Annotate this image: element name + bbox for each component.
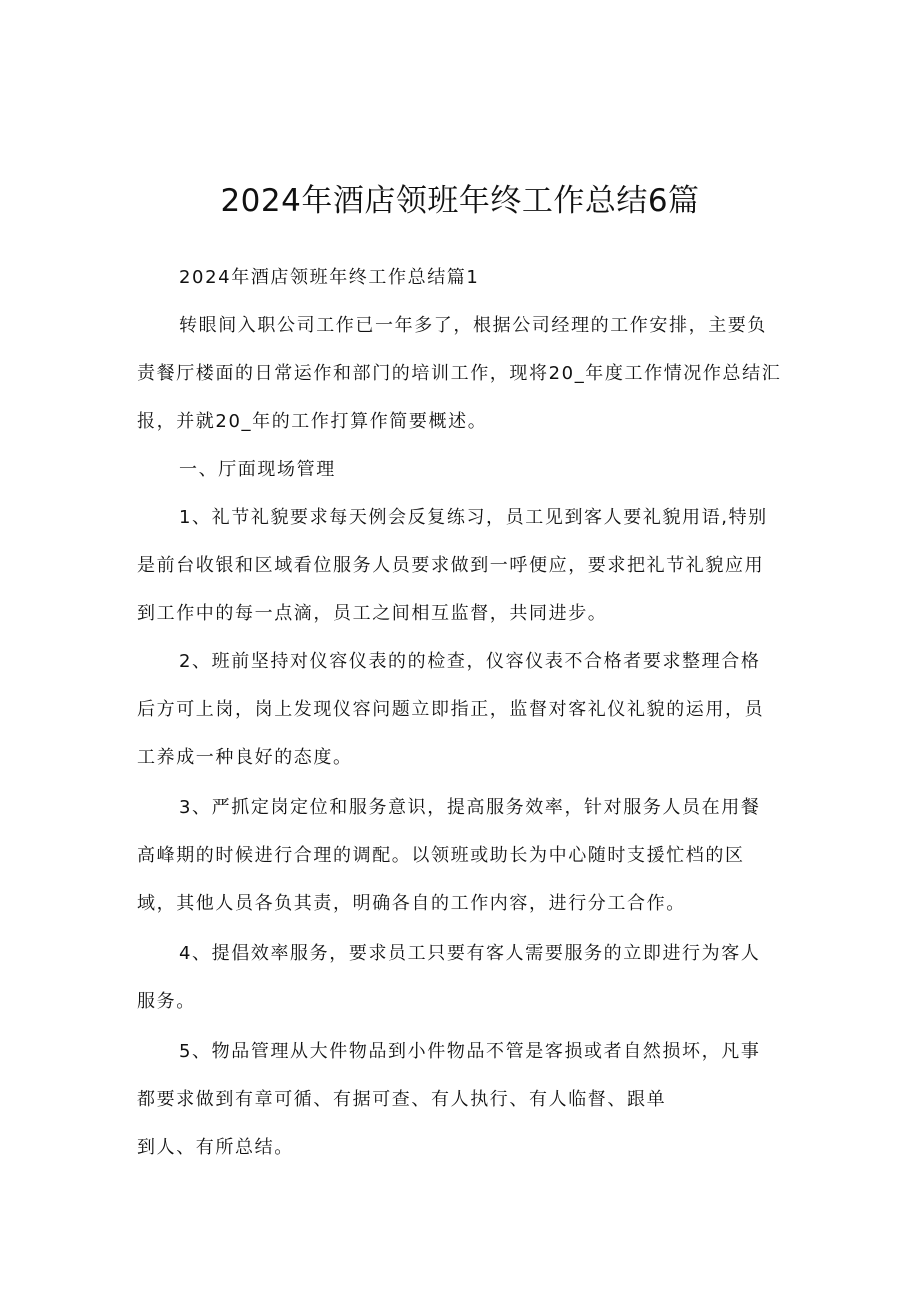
- item-paragraph-2: [137, 638, 787, 782]
- paragraph-line: 1、礼节礼貌要求每天例会反复练习，员工见到客人要礼貌用语,特别: [179, 507, 768, 528]
- paragraph-line: 到工作中的每一点滴，员工之间相互监督，共同进步。: [137, 603, 608, 624]
- paragraph-line: 都要求做到有章可循、有据可查、有人执行、有人临督、跟单: [137, 1089, 667, 1110]
- paragraph-line: 责餐厅楼面的日常运作和部门的培训工作，现将20_年度工作情况作总结汇: [137, 363, 782, 384]
- paragraph-line: 高峰期的时候进行合理的调配。以领班或助长为中心随时支援忙档的区: [137, 845, 745, 866]
- item-paragraph-1: [137, 494, 787, 638]
- paragraph-line: 服务。: [137, 991, 196, 1012]
- paragraph-line: 5、物品管理从大件物品到小件物品不管是客损或者自然损坏，凡事: [179, 1041, 761, 1062]
- paragraph-line: 2、班前坚持对仪容仪表的的检查，仪容仪表不合格者要求整理合格: [179, 651, 761, 672]
- subheading-text: 一、厅面现场管理: [179, 459, 336, 480]
- item-paragraph-5: [137, 1028, 787, 1172]
- paragraph-line: 到人、有所总结。: [137, 1137, 294, 1158]
- paragraph-line: 是前台收银和区域看位服务人员要求做到一呼便应，要求把礼节礼貌应用: [137, 555, 765, 576]
- paragraph-line: 4、提倡效率服务，要求员工只要有客人需要服务的立即进行为客人: [179, 943, 761, 964]
- section-heading: [137, 254, 787, 302]
- paragraph-line: 域，其他人员各负其责，明确各自的工作内容，进行分工合作。: [137, 893, 686, 914]
- paragraph-line: 工养成一种良好的态度。: [137, 747, 353, 768]
- item-paragraph-3: [137, 784, 787, 928]
- paragraph-line: 报，并就20_年的工作打算作简要概述。: [137, 411, 488, 432]
- paragraph-line: 3、严抓定岗定位和服务意识，提高服务效率，针对服务人员在用餐: [179, 797, 761, 818]
- item-paragraph-4: [137, 930, 787, 1026]
- paragraph-line: 转眼间入职公司工作已一年多了，根据公司经理的工作安排，主要负: [179, 315, 767, 336]
- intro-paragraph: [137, 302, 787, 446]
- section-heading-text: 2024年酒店领班年终工作总结篇1: [179, 267, 480, 288]
- paragraph-line: 后方可上岗，岗上发现仪容问题立即指正，监督对客礼仪礼貌的运用，员: [137, 699, 765, 720]
- document-title: 2024年酒店领班年终工作总结6篇: [220, 182, 700, 219]
- subheading: [137, 446, 787, 494]
